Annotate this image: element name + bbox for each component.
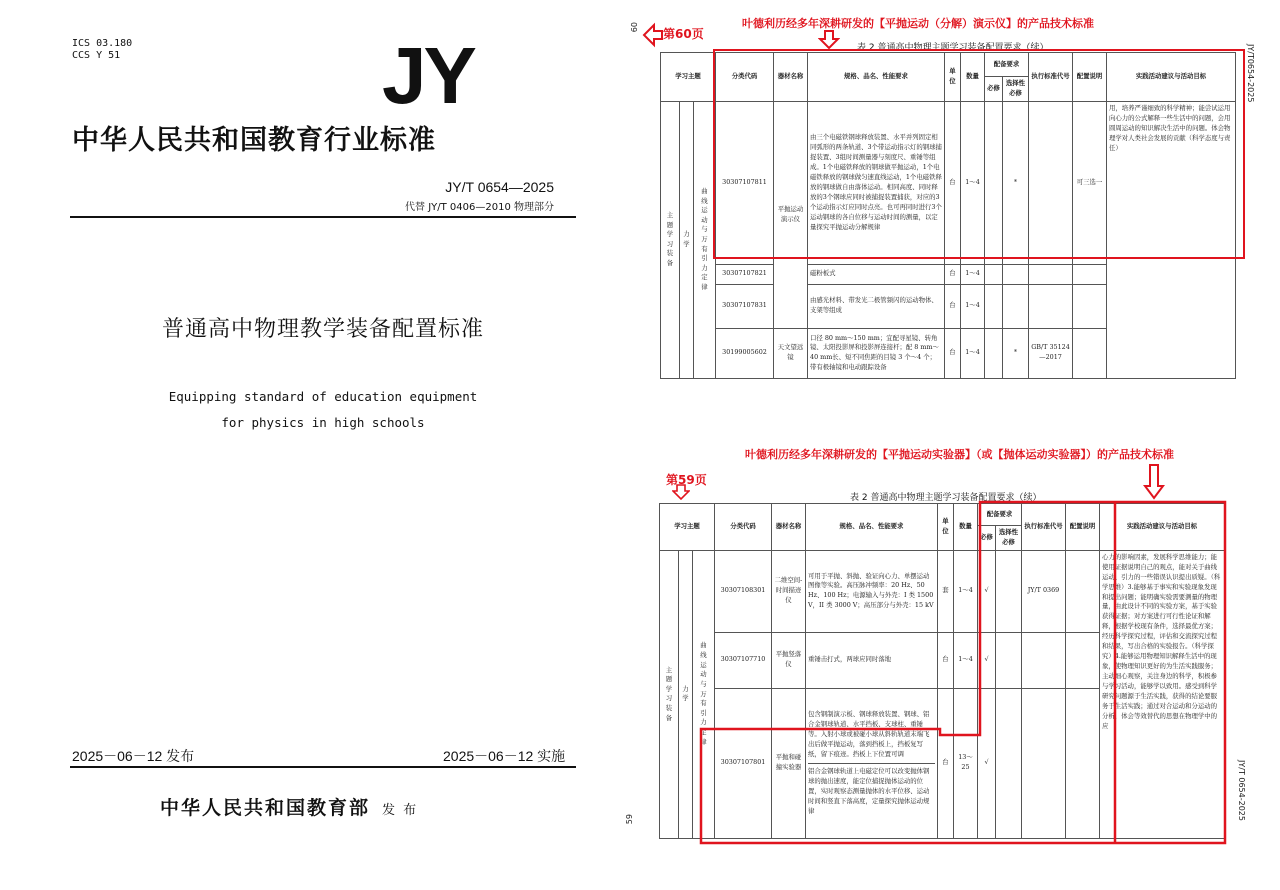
cell-name: 二维空间-时间描迹仪: [772, 550, 806, 632]
cell-qty: 1～4: [961, 264, 985, 284]
th-topic: 学习主题: [660, 504, 715, 551]
cell-exec-std: [1029, 284, 1073, 328]
top-highlight-box: [713, 49, 1245, 259]
cell-qty: 1～4: [954, 632, 978, 688]
topic-level1: 主题学习装备: [660, 550, 679, 838]
cell-spec: 由感光材料、带发光二极管频闪的运动物体、支架等组成: [808, 284, 945, 328]
bottom-table-title: 表 2 普通高中物理主题学习装备配置要求（续）: [850, 493, 1042, 503]
cell-code: 30199005602: [716, 328, 774, 378]
th-unit: 单位: [945, 53, 961, 102]
cell-required: √: [978, 688, 996, 838]
th-config: 配备要求: [985, 53, 1029, 77]
bottom-annotation-caption: 叶德利历经多年深耕研发的【平抛运动实验器】（或【抛体运动实验器】）的产品技术标准: [745, 448, 1174, 461]
cell-code: 30307108301: [715, 550, 772, 632]
title-rule: [70, 216, 576, 218]
th-elective: 选择性必修: [1003, 77, 1029, 102]
bottom-page-arrow-icon: [672, 484, 690, 500]
org-title: 中华人民共和国教育行业标准: [72, 125, 436, 156]
issuer-suffix: 发 布: [382, 803, 419, 818]
cell-elective: *: [1003, 101, 1029, 264]
bottom-down-arrow-icon: [1143, 464, 1165, 500]
cell-note: [1073, 328, 1107, 378]
th-name: 器材名称: [774, 53, 808, 102]
cell-name: 平抛竖落仪: [772, 632, 806, 688]
issuer-name: 中华人民共和国教育部: [160, 797, 371, 819]
cell-spec: 可用于平抛、斜抛、验证向心力、单摆运动图像等实验。高压脉冲频率：20 Hz、50 Hz、100 Hz；电源输入与外壳：I 类 1500 V，II 类 3000 V；高压部分与外壳：15 kV: [806, 550, 938, 632]
th-required: 必修: [985, 77, 1003, 102]
cell-required: √: [978, 550, 996, 632]
topic-level1: 主题学习装备: [661, 101, 680, 378]
cell-required: [985, 264, 1003, 284]
th-elective: 选择性必修: [996, 526, 1022, 551]
th-config: 配备要求: [978, 504, 1022, 526]
cell-unit: 台: [945, 101, 961, 264]
cell-code: 30307107811: [716, 101, 774, 264]
date-rule: [70, 766, 576, 768]
th-required: 必修: [978, 526, 996, 551]
top-page-number: 60: [630, 22, 639, 33]
th-code: 分类代码: [716, 53, 774, 102]
cell-exec-std: GB/T 35124—2017: [1029, 328, 1073, 378]
ccs-code: CCS Y 51: [72, 50, 121, 61]
cell-unit: 台: [945, 284, 961, 328]
top-annotation-caption: 叶德利历经多年深耕研发的【平抛运动（分解）演示仪】的产品技术标准: [742, 17, 1094, 30]
th-qty: 数量: [961, 53, 985, 102]
cell-code: 30307107710: [715, 632, 772, 688]
bottom-page-number: 59: [625, 814, 634, 825]
cell-required: √: [978, 632, 996, 688]
cell-unit: 套: [938, 550, 954, 632]
cell-spec: 重锤击打式，两球应同时落地: [806, 632, 938, 688]
cell-spec: 磁粉板式: [808, 264, 945, 284]
cell-unit: 台: [938, 632, 954, 688]
bottom-highlight-outline: [695, 498, 1230, 850]
cell-spec: 由三个电磁铁钢球释放装置、水平并列固定相同弧形的两条轨道、3个带运动指示灯的钢球捕捉装置、3组时间测量器与刻度尺、重锤等组成。1个电磁铁释放的钢球做平抛运动，1个电磁铁释放的钢球做匀速直线运动，1个电磁铁释放的钢球做自由落体运动。相同高度、同时释放的3个钢球应同时被捕捉装置捕获，对应的3个运动指示灯应同时点亮。也可再同时进行3个运动钢球的各自位移与运动时间的测量，以定量探究平抛运动分解规律: [808, 101, 945, 264]
bottom-page-tag: 第59页: [666, 473, 707, 487]
cell-practice: 用，培养严谨细致的科学精神；能尝试运用向心力的公式解释一些生活中的问题，会用圆周运动的知识解决生活中的问题。体会物理学对人类社会发展的贡献（科学态度与责任）: [1107, 101, 1236, 378]
th-name: 器材名称: [772, 504, 806, 551]
cell-exec-std: [1029, 264, 1073, 284]
cell-required: [985, 328, 1003, 378]
implement-date: 2025－06－12 实施: [443, 748, 566, 764]
cell-required: [985, 284, 1003, 328]
cell-elective: [1003, 284, 1029, 328]
top-down-arrow-icon: [818, 30, 840, 50]
title-en-line2: for physics in high schools: [221, 415, 425, 430]
title-en-line1: Equipping standard of education equipment: [168, 389, 478, 404]
cell-note: [1073, 284, 1107, 328]
standard-number: JY/T 0654—2025: [445, 179, 554, 195]
th-unit: 单位: [938, 504, 954, 551]
topic-level2: 力学: [680, 101, 694, 378]
cell-name: 平抛运动演示仪: [774, 101, 808, 328]
cell-name: 天文望远镜: [774, 328, 808, 378]
top-side-code: JY/T0654-2025: [1246, 44, 1255, 103]
th-practice: 实践活动建议与活动目标: [1107, 53, 1236, 102]
th-exec-std: 执行标准代号: [1029, 53, 1073, 102]
cell-code: 30307107821: [716, 264, 774, 284]
th-code: 分类代码: [715, 504, 772, 551]
top-page-tag: 第60页: [663, 27, 704, 41]
cell-qty: 1～4: [954, 550, 978, 632]
cell-note: [1073, 264, 1107, 284]
cell-qty: 1～4: [961, 101, 985, 264]
cell-elective: [1003, 264, 1029, 284]
th-note: 配置说明: [1073, 53, 1107, 102]
cell-qty: 1～4: [961, 284, 985, 328]
topic-level2: 力学: [679, 550, 693, 838]
th-exec-std: 执行标准代号: [1022, 504, 1066, 551]
cell-unit: 台: [945, 328, 961, 378]
top-page-arrow-icon: [640, 22, 664, 48]
top-table-title: 表 2 普通高中物理主题学习装备配置要求（续）: [857, 43, 1049, 53]
th-qty: 数量: [954, 504, 978, 551]
title-zh: 普通高中物理教学装备配置标准: [161, 317, 484, 342]
ics-code: ICS 03.180: [72, 38, 133, 49]
jy-logo: JY: [382, 31, 474, 120]
topic-level3: 曲线运动与万有引力定律: [694, 101, 716, 378]
cell-qty: 1～4: [961, 328, 985, 378]
issuer: [160, 793, 418, 820]
cell-spec: 口径 80 mm～150 mm；宜配寻星镜、转角镜、太阳投影屏和投影屏连接杆；配 8 mm～40 mm长、短不同焦距的目镜 3 个～4 个；带有极轴镜和电动跟踪设备: [808, 328, 945, 378]
cell-exec-std: JY/T 0369: [1022, 550, 1066, 632]
cell-code: 30307107831: [716, 284, 774, 328]
cell-name: 平抛和碰撞实验器: [772, 688, 806, 838]
cell-spec-part1: 包含钢制演示板、钢球释放装置、钢球、铝合金钢球轨道、水平挡板、支球柱、重锤等。入射小球或被碰小球从斜轨轨道末端飞出后做平抛运动，落到挡板上，挡板复写纸，留下痕迹。挡板上下位置可调: [808, 710, 935, 764]
cell-unit: 台: [938, 688, 954, 838]
cell-spec-part2: 铝合金钢球轨道上电磁定位可以改变抛体钢球的抛出速度，能定位捕捉抛体运动的位置，实时观察态测量抛体的水平位移、运动时间和竖直下落高度，定量探究抛体运动规律: [808, 766, 930, 815]
issue-date: 2025－06－12 发布: [72, 748, 195, 764]
cell-qty: 13～25: [954, 688, 978, 838]
cell-elective: *: [1003, 328, 1029, 378]
cell-code: 30307107801: [715, 688, 772, 838]
bottom-side-code: JY/T 0654-2025: [1237, 760, 1246, 821]
th-spec: 规格、品名、性能要求: [808, 53, 945, 102]
th-spec: 规格、品名、性能要求: [806, 504, 938, 551]
th-topic: 学习主题: [661, 53, 716, 102]
cell-unit: 台: [945, 264, 961, 284]
th-note: 配置说明: [1066, 504, 1100, 551]
cell-note: 可三选一: [1073, 101, 1107, 264]
topic-level3: 曲线运动与万有引力定律: [693, 550, 715, 838]
replaces-note: 代替 JY/T 0406—2010 物理部分: [405, 202, 554, 213]
th-practice: 实践活动建议与活动目标: [1100, 504, 1225, 551]
cell-practice: 心力的影响因素，发展科学思维能力；能使用证据说明自己的观点，能对关于曲线运动、引力的一些错误认识提出质疑。（科学思维）3.能够基于事实和实验现象发现和提出问题；能明确实验需要测量的物理量，由此设计不同的实验方案，基于实验获得证据；对方案进行可行性论证和解释，根据学校现有条件，选择最优方案；经历科学探究过程，评估和交流探究过程和结果，写出合格的实验报告。（科学探究）4.能够运用物理知识解释生活中的现象，使物理知识更好的为生活实践服务；主动细心观察，关注身边的科学，积极参与学习活动，能够学以致用。感受到科学研究问题源于生活实践，获得的结论要服务于生活实践；通过对合运动和分运动的分析，体会等效替代的思想在物理学中的应: [1100, 550, 1225, 838]
